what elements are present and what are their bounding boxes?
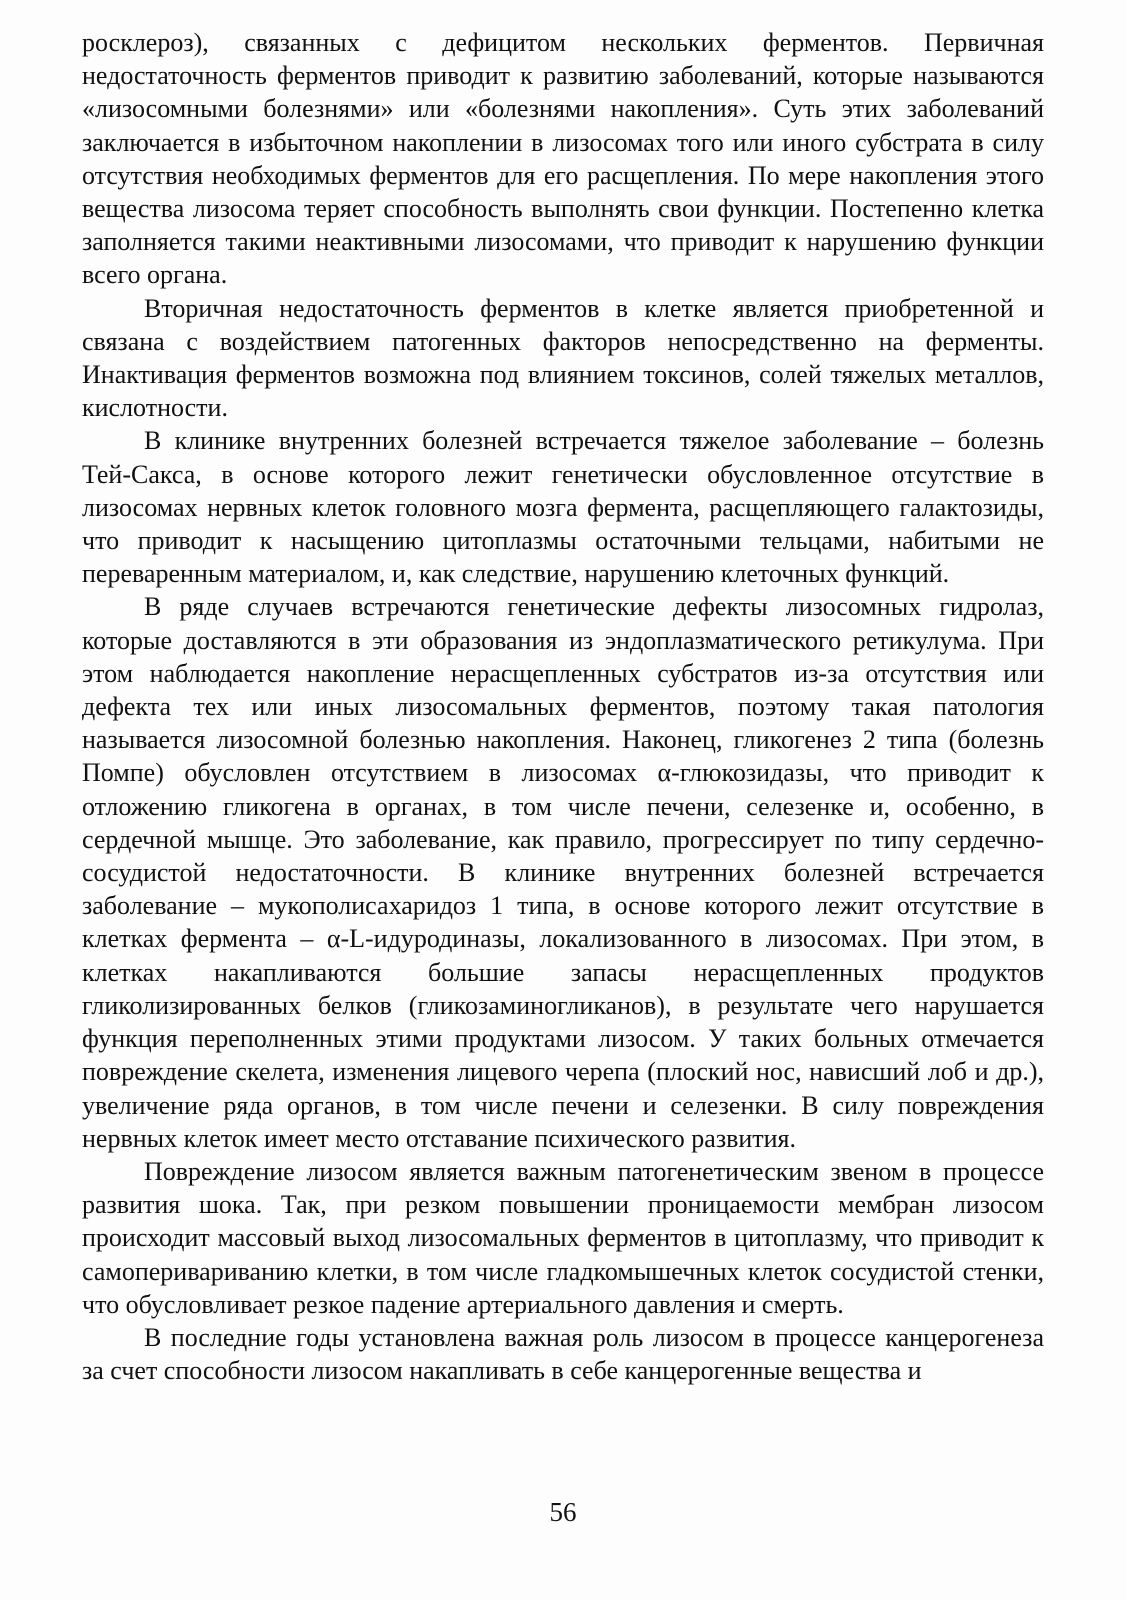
paragraph-6: В последние годы установлена важная роль лизосом в процессе канцерогенеза за счет способности лизосом накапливать в себе канцерогенные вещества и xyxy=(82,1322,1044,1386)
paragraph-4: В ряде случаев встречаются генетические дефекты лизосомных гидролаз, которые доставляются в эти образования из эндоплазматического ретикулума. При этом наблюдается накопление нерасщепленных субстратов из-за отсутствия или дефекта тех или иных лизосомальных ферментов, поэтому такая патология называется лизосомной болезнью накопления. Наконец, гликогенез 2 типа (болезнь Помпе) обусловлен отсутствием в лизосомах α-глюкозидазы, что приводит к отложению гликогена в органах, в том числе печени, селезенке и, особенно, в сердечной мышце. Это заболевание, как правило, прогрессирует по типу сердечно-сосудистой недостаточности. В клинике внутренних болезней встречается заболевание – мукополисахаридоз 1 типа, в основе которого лежит отсутствие в клетках фермента – α-L-идуродиназы, локализованного в лизосомах. При этом, в клетках накапливаются большие запасы нерасщепленных продуктов гликолизированных белков (гликозаминогликанов), в результате чего нарушается функция переполненных этими продуктами лизосом. У таких больных отмечается повреждение скелета, изменения лицевого черепа (плоский нос, нависший лоб и др.), увеличение ряда органов, в том числе печени и селезенки. В силу повреждения нервных клеток имеет место отставание психического развития. xyxy=(82,592,1044,1153)
paragraph-1: росклероз), связанных с дефицитом нескольких ферментов. Первичная недостаточность ферментов приводит к развитию заболеваний, которые называются «лизосомными болезнями» или «болезнями накопления». Суть этих заболеваний заключается в избыточном накоплении в лизосомах того или иного субстрата в силу отсутствия необходимых ферментов для его расщепления. По мере накопления этого вещества лизосома теряет способность выполнять свои функции. Постепенно клетка заполняется такими неактивными лизосомами, что приводит к нарушению функции всего органа. xyxy=(82,28,1044,290)
paragraph-2: Вторичная недостаточность ферментов в клетке является приобретенной и связана с воздействием патогенных факторов непосредственно на ферменты. Инактивация ферментов возможна под влиянием токсинов, солей тяжелых металлов, кислотности. xyxy=(82,293,1044,423)
body-text xyxy=(82,26,1044,1387)
paragraph-5: Повреждение лизосом является важным патогенетическим звеном в процессе развития шока. Так, при резком повышении проницаемости мембран лизосом происходит массовый выход лизосомальных ферментов в цитоплазму, что приводит к самоперивариванию клетки, в том числе гладкомышечных клеток сосудистой стенки, что обусловливает резкое падение артериального давления и смерть. xyxy=(82,1156,1044,1319)
page-number: 56 xyxy=(549,1497,577,1527)
paragraph-3: В клинике внутренних болезней встречается тяжелое заболевание – болезнь Тей-Сакса, в основе которого лежит генетически обусловленное отсутствие в лизосомах нервных клеток головного мозга фермента, расщепляющего галактозиды, что приводит к насыщению цитоплазмы остаточными тельцами, набитыми не переваренным материалом, и, как следствие, нарушению клеточных функций. xyxy=(82,426,1044,589)
